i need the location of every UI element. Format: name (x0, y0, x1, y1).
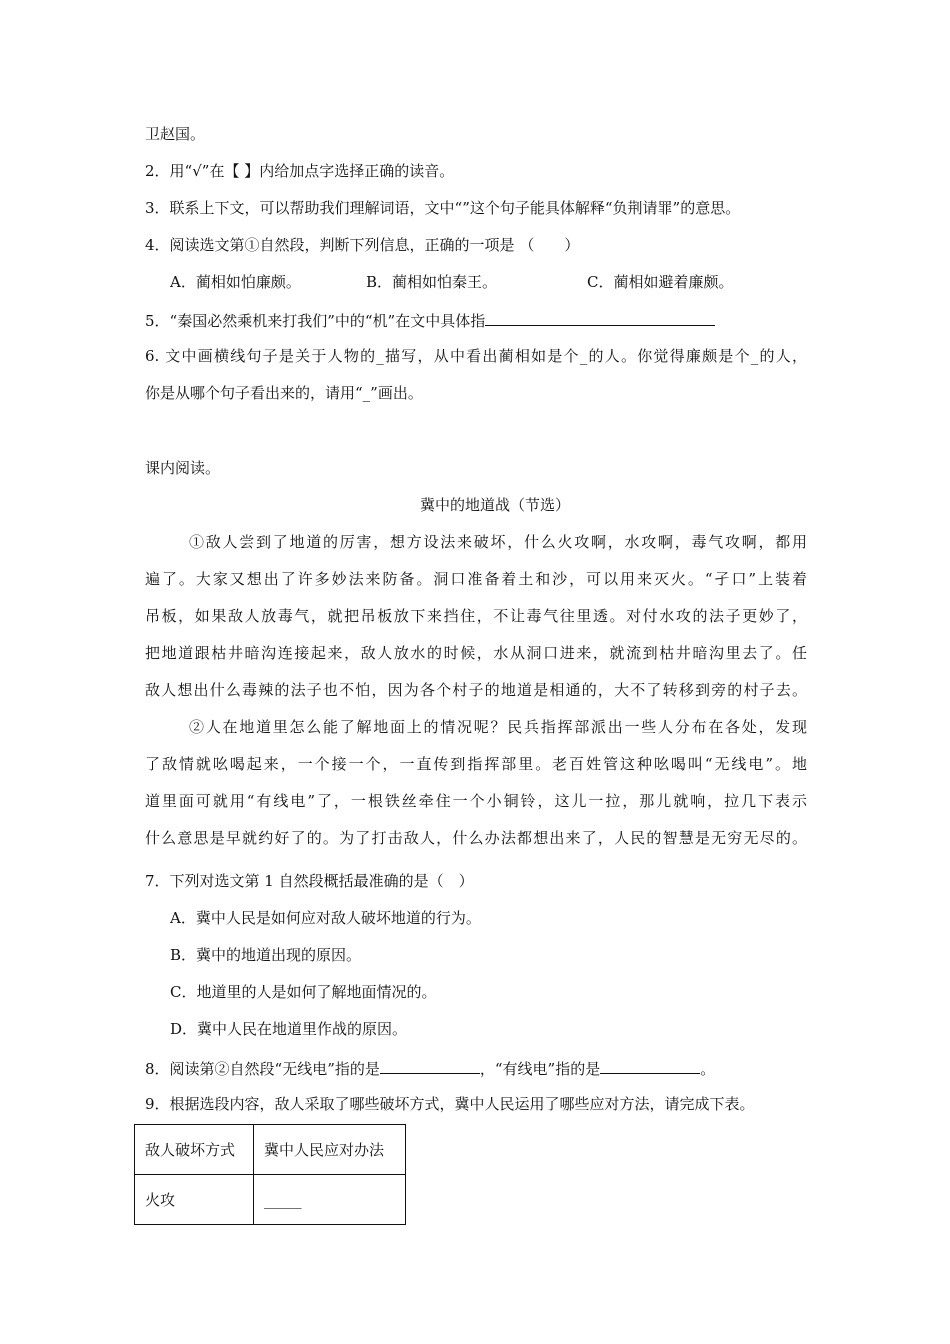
question-7-option-a: A．冀中人民是如何应对敌人破坏地道的行为。 (170, 909, 481, 927)
question-5 (145, 309, 715, 331)
question-7-option-d: D．冀中人民在地道里作战的原因。 (170, 1020, 408, 1038)
question-6 (145, 346, 807, 420)
passage-paragraph-2 (145, 717, 807, 865)
section-label: 课内阅读。 (145, 459, 221, 477)
table-header-cell: 敌人破坏方式 (135, 1125, 254, 1175)
table-header-cell: 冀中人民应对办法 (254, 1125, 406, 1175)
table-header-row (135, 1125, 406, 1175)
question-9: 9．根据选段内容，敌人采取了哪些破坏方式，冀中人民运用了哪些应对方法，请完成下表。 (145, 1095, 755, 1113)
table-cell: 火攻 (135, 1175, 254, 1225)
passage-p1-line: 遍了。大家又想出了许多妙法来防备。洞口准备着土和沙，可以用来灭火。“孑口”上装着 (145, 570, 807, 588)
question-5-text: 5．“秦国必然乘机来打我们”中的“机”在文中具体指 (145, 312, 486, 330)
answer-blank (600, 1057, 700, 1074)
passage-p1-line: ①敌人尝到了地道的厉害，想方设法来破坏，什么火攻啊，水攻啊，毒气攻啊，都用 (189, 533, 807, 551)
question-6-line-2: 你是从哪个句子看出来的，请用“_”画出。 (145, 384, 423, 402)
question-2: 2．用“√”在【 】内给加点字选择正确的读音。 (145, 162, 455, 180)
passage-paragraph-1 (145, 532, 807, 717)
table-row (135, 1175, 406, 1225)
question-7-option-b: B．冀中的地道出现的原因。 (170, 946, 362, 964)
question-6-line-1: 6. 文中画横线句子是关于人物的_描写，从中看出蔺相如是个_的人。你觉得廉颇是个_的人， (145, 347, 807, 365)
answer-table (134, 1124, 406, 1225)
passage-p2-line: 了敌情就吆喝起来，一个接一个，一直传到指挥部里。老百姓管这种吆喝叫“无线电”。地 (145, 755, 807, 773)
question-7-option-c: C．地道里的人是如何了解地面情况的。 (170, 983, 437, 1001)
question-4-option-b: B．蔺相如怕秦王。 (366, 273, 498, 291)
answer-blank (485, 309, 715, 326)
passage-p2-line: ②人在地道里怎么能了解地面上的情况呢？民兵指挥部派出一些人分布在各处，发现 (189, 718, 807, 736)
passage-p1-line: 吊板，如果敌人放毒气，就把吊板放下来挡住，不让毒气往里透。对付水攻的法子更妙了， (145, 607, 807, 625)
question-4-option-c: C．蔺相如避着廉颇。 (587, 273, 734, 291)
passage-p1-line: 敌人想出什么毒辣的法子也不怕，因为各个村子的地道是相通的，大不了转移到旁的村子去。 (145, 681, 807, 699)
table-answer-cell: _____ (254, 1175, 406, 1225)
question-8 (145, 1057, 715, 1079)
passage-p1-line: 把地道跟枯井暗沟连接起来，敌人放水的时候，水从洞口进来，就流到枯井暗沟里去了。任 (145, 644, 807, 662)
passage-p2-line: 什么意思是早就约好了的。为了打击敌人，什么办法都想出来了，人民的智慧是无穷无尽的。 (145, 829, 807, 847)
question-4-stem: 4．阅读选文第①自然段，判断下列信息，正确的一项是 （ ） (145, 236, 580, 254)
answer-blank (380, 1057, 480, 1074)
question-8-part-3: 。 (700, 1060, 716, 1078)
question-4-option-a: A．蔺相如怕廉颇。 (170, 273, 301, 291)
passage-p2-line: 道里面可就用“有线电”了，一根铁丝牵住一个小铜铃，这儿一拉，那儿就响，拉几下表示 (145, 792, 807, 810)
question-8-part-1: 8．阅读第②自然段“无线电”指的是 (145, 1060, 380, 1078)
prev-question-tail: 卫赵国。 (145, 125, 206, 143)
question-8-part-2: ，“有线电”指的是 (479, 1060, 601, 1078)
passage-title: 冀中的地道战（节选） (419, 496, 570, 514)
question-3: 3．联系上下文，可以帮助我们理解词语，文中“”这个句子能具体解释“负荆请罪”的意思。 (145, 199, 741, 217)
question-7-stem: 7．下列对选文第 1 自然段概括最准确的是（ ） (145, 872, 474, 890)
